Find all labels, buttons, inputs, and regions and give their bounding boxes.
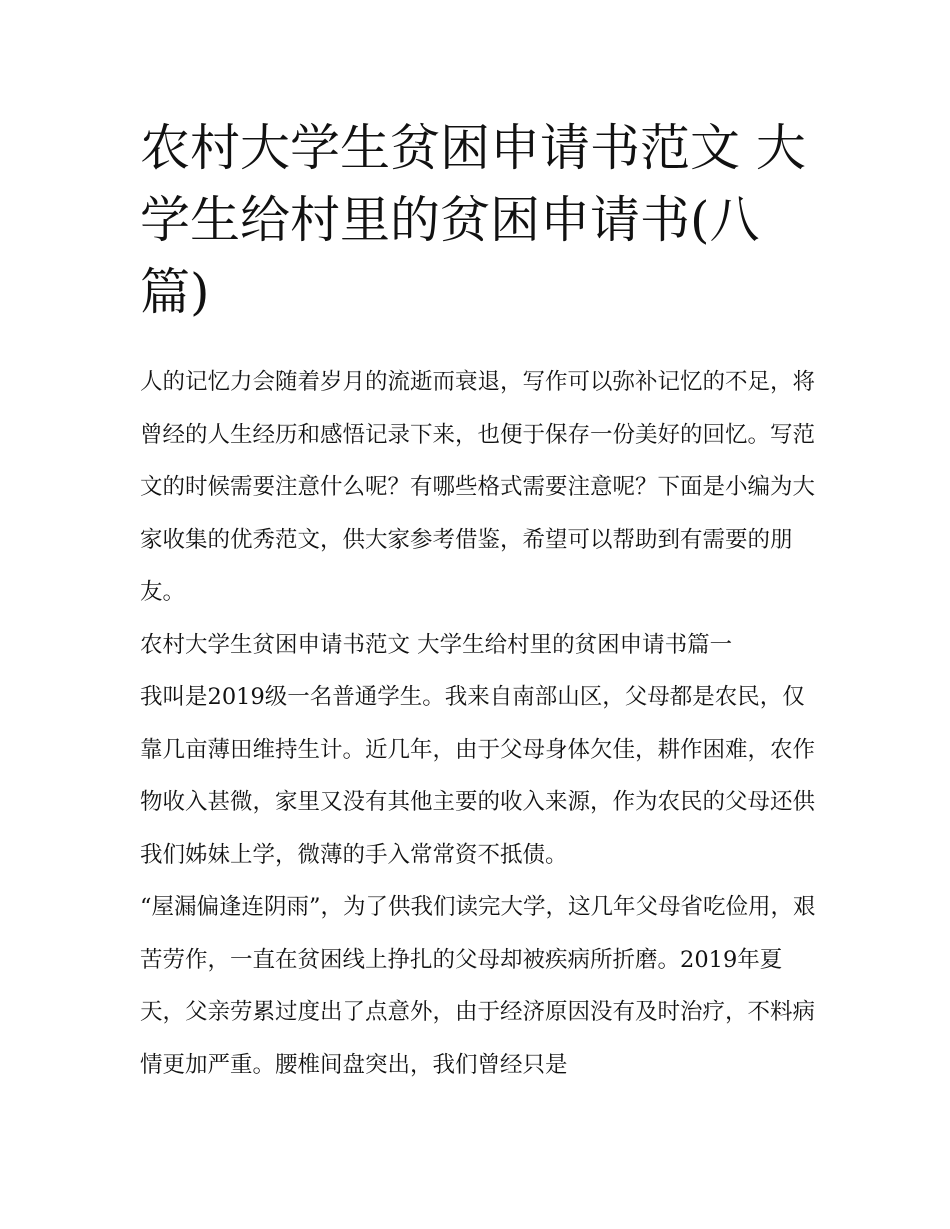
document-title: 农村大学生贫困申请书范文 大学生给村里的贫困申请书(八篇) bbox=[140, 119, 806, 321]
document-body bbox=[140, 356, 820, 1091]
intro-paragraph: 人的记忆力会随着岁月的流逝而衰退，写作可以弥补记忆的不足，将曾经的人生经历和感悟记录下来，也便于保存一份美好的回忆。写范文的时候需要注意什么呢？有哪些格式需要注意呢？下面是小编为大家收集的优秀范文，供大家参考借鉴，希望可以帮助到有需要的朋友。 bbox=[140, 369, 816, 605]
body-paragraph: “屋漏偏逢连阴雨”，为了供我们读完大学，这几年父母省吃俭用，艰苦劳作，一直在贫困线上挣扎的父母却被疾病所折磨。2019年夏天，父亲劳累过度出了点意外，由于经济原因没有及时治疗，不料病情更加严重。腰椎间盘突出，我们曾经只是 bbox=[140, 894, 816, 1078]
body-paragraph: 我叫是2019级一名普通学生。我来自南部山区，父母都是农民，仅靠几亩薄田维持生计。近几年，由于父母身体欠佳，耕作困难，农作物收入甚微，家里又没有其他主要的收入来源，作为农民的父母还供我们姊妹上学，微薄的手入常常资不抵债。 bbox=[140, 684, 816, 868]
section-heading: 农村大学生贫困申请书范文 大学生给村里的贫困申请书篇一 bbox=[140, 631, 733, 658]
